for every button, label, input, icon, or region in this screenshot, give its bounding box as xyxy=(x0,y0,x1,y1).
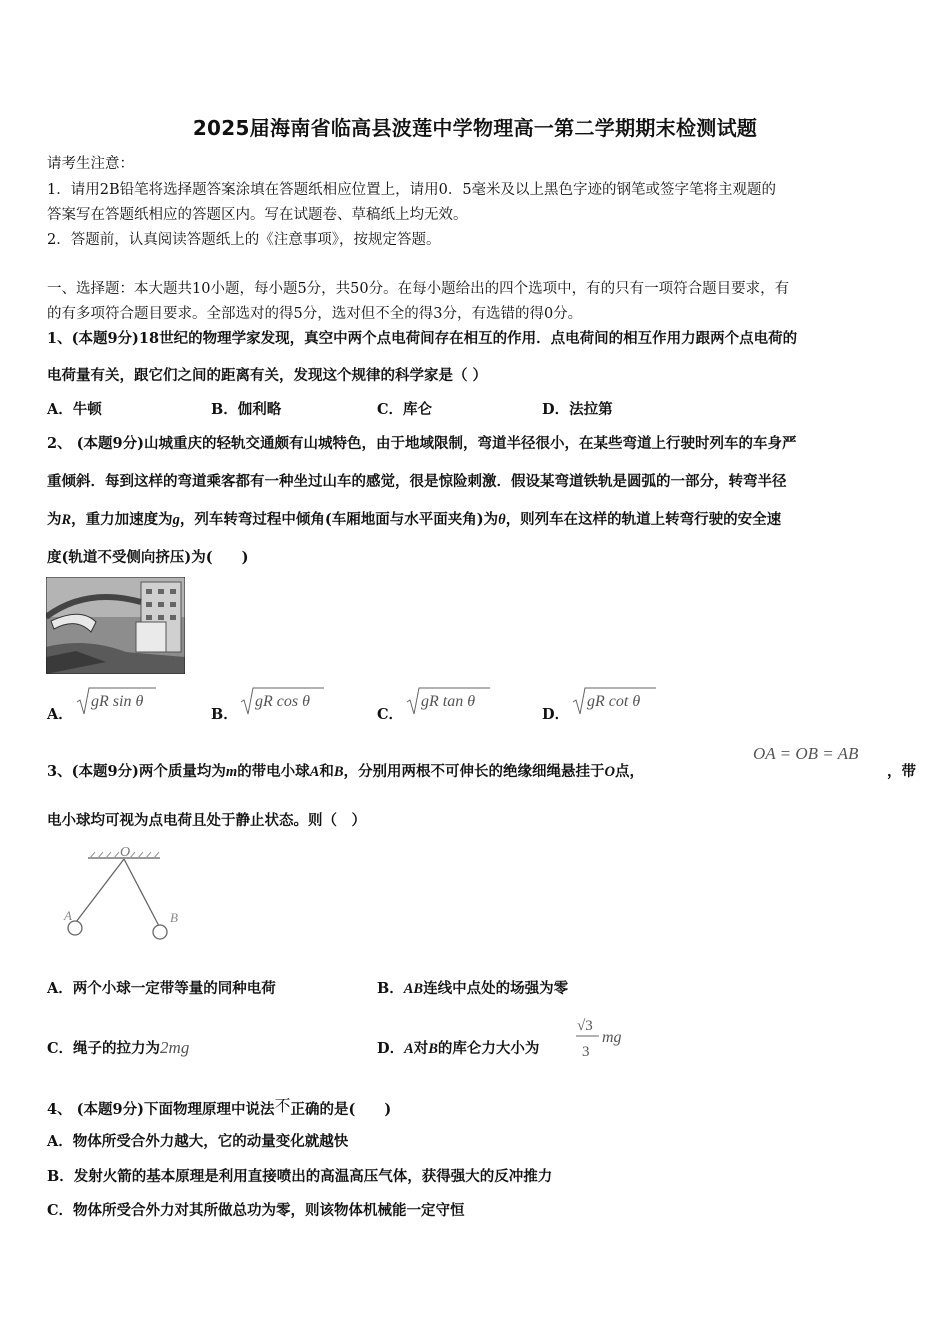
question-3-equation: OA = OB = AB xyxy=(753,744,859,763)
question-2-option-a-expr: gR sin θ xyxy=(91,693,144,710)
notice-heading: 请考生注意： xyxy=(47,156,134,172)
question-2-option-c-label[interactable]: C． xyxy=(377,706,404,723)
notice-line-1b: 答案写在答题纸相应的答题区内。写在试题卷、草稿纸上均无效。 xyxy=(47,207,468,223)
question-3-option-b[interactable]: B．AB连线中点处的场强为零 xyxy=(377,980,569,997)
question-3-option-d-fraction[interactable] xyxy=(573,1012,633,1062)
pendulum-figure xyxy=(58,840,188,945)
figure-label-b: B xyxy=(170,910,178,925)
question-1-option-a[interactable]: A．牛顿 xyxy=(47,401,102,418)
question-2-stem-line-4: 度(轨道不受侧向挤压)为( ) xyxy=(47,549,249,566)
notice-line-1a: 1．请用2B铅笔将选择题答案涂填在答题纸相应位置上，请用0．5毫米及以上黑色字迹的钢笔或签字笔将主观题的 xyxy=(47,182,777,198)
question-2-stem-line-2: 重倾斜．每到这样的弯道乘客都有一种坐过山车的感觉，很是惊险刺激．假设某弯道铁轨是圆弧的一部分，转弯半径 xyxy=(47,473,787,490)
question-2-option-d-formula[interactable] xyxy=(572,684,658,718)
question-3-stem-line-1-end: ，带 xyxy=(887,763,916,780)
question-3-option-c[interactable]: C．绳子的拉力为2mg xyxy=(47,1038,190,1057)
question-2-option-d-expr: gR cot θ xyxy=(587,693,641,710)
question-2-stem-line-1: 2、 (本题9分)山城重庆的轻轨交通颇有山城特色，由于地域限制，弯道半径很小，在某些弯道上行驶时列车的车身严 xyxy=(47,435,797,452)
fraction-mg: mg xyxy=(602,1029,622,1046)
figure-label-o: O xyxy=(120,845,131,860)
question-1-stem-line-1: 1、(本题9分)18世纪的物理学家发现，真空中两个点电荷间存在相互的作用．点电荷间的相互作用力跟两个点电荷的 xyxy=(47,330,798,347)
question-3-stem-line-1: 3、(本题9分)两个质量均为m的带电小球A和B，分别用两根不可伸长的绝缘细绳悬挂于O点， xyxy=(47,763,645,780)
fraction-numerator: √3 xyxy=(577,1018,593,1034)
question-3-option-d[interactable]: D．A对B的库仑力大小为 xyxy=(377,1040,540,1057)
question-1-stem-line-2: 电荷量有关，跟它们之间的距离有关，发现这个规律的科学家是（ ） xyxy=(47,367,488,384)
question-2-option-a-label[interactable]: A． xyxy=(47,706,73,723)
monorail-photo xyxy=(46,577,185,674)
question-3-stem-line-2: 电小球均可视为点电荷且处于静止状态。则（ ） xyxy=(47,812,366,829)
question-4-stem: 4、 (本题9分)下面物理原理中说法不正确的是( ) xyxy=(47,1096,392,1118)
question-2-option-d-label[interactable]: D． xyxy=(542,706,570,723)
section-heading-line-1: 一、选择题：本大题共10小题，每小题5分，共50分。在每小题给出的四个选项中，有的只有一项符合题目要求，有 xyxy=(47,281,790,297)
question-2-option-a-formula[interactable] xyxy=(76,684,158,718)
question-4-option-a[interactable]: A．物体所受合外力越大，它的动量变化就越快 xyxy=(47,1133,349,1150)
section-heading-line-2: 的有多项符合题目要求。全部选对的得5分，选对但不全的得3分，有选错的得0分。 xyxy=(47,306,583,322)
question-1-option-c[interactable]: C．库仑 xyxy=(377,401,433,418)
question-2-option-c-formula[interactable] xyxy=(406,684,492,718)
question-2-option-b-label[interactable]: B． xyxy=(211,706,238,723)
fraction-denominator: 3 xyxy=(582,1044,590,1060)
page-title: 2025届海南省临高县波莲中学物理高一第二学期期末检测试题 xyxy=(192,116,758,140)
figure-label-a: A xyxy=(64,908,72,923)
question-2-option-b-expr: gR cos θ xyxy=(255,693,310,710)
question-1-option-d[interactable]: D．法拉第 xyxy=(542,401,613,418)
question-4-option-c[interactable]: C．物体所受合外力对其所做总功为零，则该物体机械能一定守恒 xyxy=(47,1202,465,1219)
notice-line-2: 2．答题前，认真阅读答题纸上的《注意事项》，按规定答题。 xyxy=(47,232,441,248)
question-3-option-a[interactable]: A．两个小球一定带等量的同种电荷 xyxy=(47,980,276,997)
question-1-option-b[interactable]: B．伽利略 xyxy=(211,401,282,418)
question-2-option-b-formula[interactable] xyxy=(240,684,326,718)
question-4-option-b[interactable]: B．发射火箭的基本原理是利用直接喷出的高温高压气体，获得强大的反冲推力 xyxy=(47,1168,553,1185)
question-2-stem-line-3: 为R，重力加速度为g，列车转弯过程中倾角(车厢地面与水平面夹角)为θ，则列车在这样的轨道上转弯行驶的安全速 xyxy=(47,511,782,528)
question-2-option-c-expr: gR tan θ xyxy=(421,693,476,710)
